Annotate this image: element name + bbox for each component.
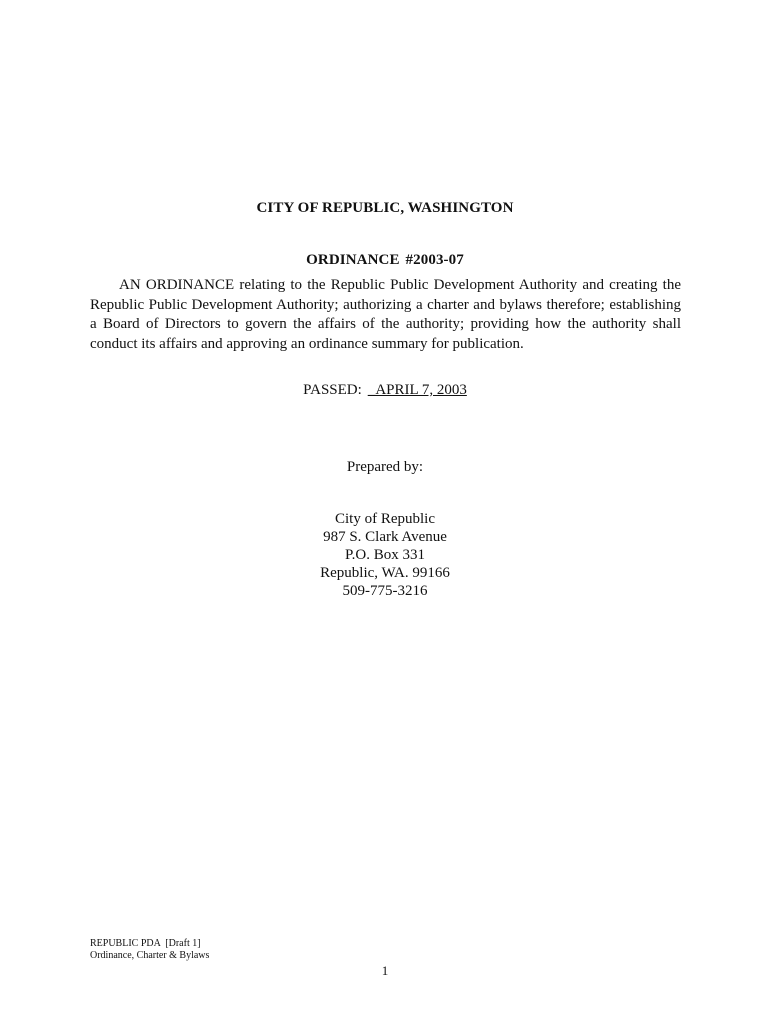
footer-line-1: REPUBLIC PDA [Draft 1]: [90, 938, 201, 949]
address-po-box: P.O. Box 331: [344, 547, 426, 563]
city-heading: CITY OF REPUBLIC, WASHINGTON: [256, 200, 514, 216]
address-phone: 509-775-3216: [342, 583, 428, 599]
passed-label: PASSED:: [303, 382, 362, 398]
ordinance-body-paragraph: AN ORDINANCE relating to the Republic Public Development Authority and creating the Republic Public Development Authority; authorizing a charter and bylaws therefore; establishing a Board of Directors to govern the affairs of the authority; providing how the authority shall conduct its affairs and approving an ordinance summary for publication.: [90, 277, 681, 352]
address-name: City of Republic: [335, 511, 435, 527]
page-number: 1: [381, 963, 389, 978]
prepared-by-label: Prepared by:: [346, 459, 424, 475]
address-street: 987 S. Clark Avenue: [323, 529, 447, 545]
passed-date: _APRIL 7, 2003: [367, 382, 467, 398]
footer-line-2: Ordinance, Charter & Bylaws: [90, 949, 210, 961]
ordinance-number: #2003-07: [405, 252, 464, 268]
footer-left: [90, 938, 209, 961]
address-city-state-zip: Republic, WA. 99166: [320, 565, 450, 581]
passed-line: [0, 382, 770, 399]
address-block: [0, 510, 770, 600]
ordinance-label: ORDINANCE: [306, 252, 400, 268]
ordinance-heading: [0, 252, 770, 269]
